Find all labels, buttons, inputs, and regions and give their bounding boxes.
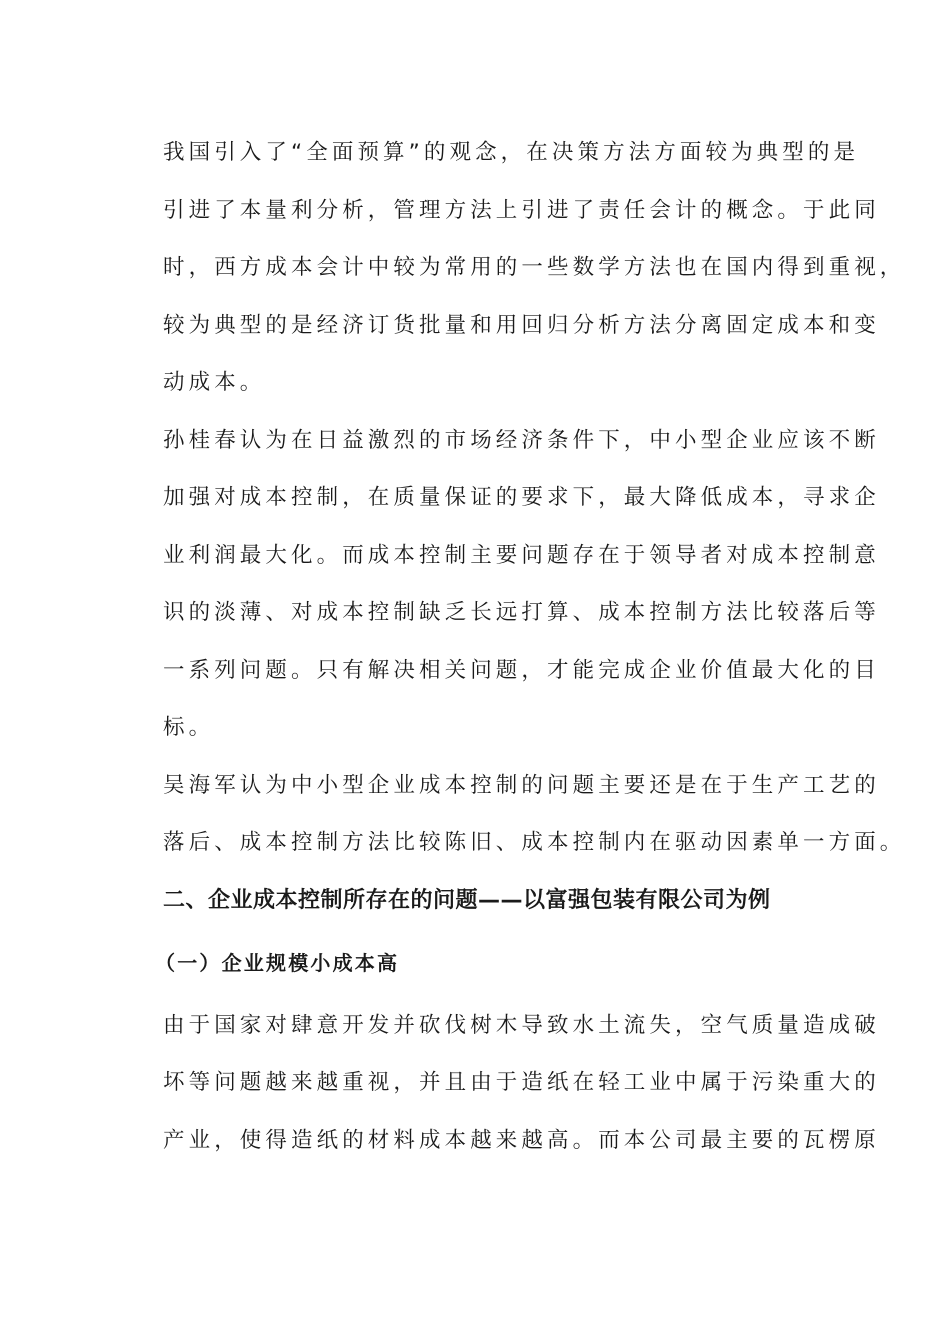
document-page: [155, 132, 906, 1177]
paragraph-budget-concepts: [163, 132, 906, 420]
paragraph-line: 坏等问题越来越重视，并且由于造纸在轻工业中属于污染重大的: [163, 1070, 880, 1095]
paragraph-line: 动成本。: [163, 370, 266, 395]
paragraph-line: 产业，使得造纸的材料成本越来越高。而本公司最主要的瓦楞原: [163, 1127, 880, 1153]
subsection-heading: （一）企业规模小成本高: [155, 950, 400, 975]
paragraph-line: 落后、成本控制方法比较陈旧、成本控制内在驱动因素单一方面。: [163, 830, 906, 855]
paragraph-wu-haijun: [163, 765, 906, 880]
paragraph-line: 由于国家对肆意开发并砍伐树木导致水土流失，空气质量造成破: [163, 1012, 880, 1038]
paragraph-line: 一系列问题。只有解决相关问题，才能完成企业价值最大化的目: [163, 657, 880, 683]
paragraph-line: 吴海军认为中小型企业成本控制的问题主要还是在于生产工艺的: [163, 772, 880, 798]
paragraph-line: 标。: [163, 715, 215, 740]
paragraph-line: 识的淡薄、对成本控制缺乏长远打算、成本控制方法比较落后等: [163, 600, 880, 625]
paragraph-line: 孙桂春认为在日益激烈的市场经济条件下，中小型企业应该不断: [163, 427, 880, 453]
paragraph-line: 引进了本量利分析，管理方法上引进了责任会计的概念。于此同: [163, 197, 880, 223]
paragraph-sun-guichun: [163, 420, 880, 765]
paragraph-line: 业利润最大化。而成本控制主要问题存在于领导者对成本控制意: [163, 542, 880, 568]
paragraph-line: 加强对成本控制，在质量保证的要求下，最大降低成本，寻求企: [163, 485, 880, 510]
paragraph-material-costs: [163, 1005, 880, 1178]
paragraph-line: 较为典型的是经济订货批量和用回归分析方法分离固定成本和变: [163, 312, 880, 338]
paragraph-line: 我国引入了“全面预算”的观念，在决策方法方面较为典型的是: [163, 140, 860, 165]
paragraph-line: 时，西方成本会计中较为常用的一些数学方法也在国内得到重视，: [163, 255, 906, 280]
section-heading: 二、企业成本控制所存在的问题——以富强包装有限公司为例: [163, 887, 771, 913]
